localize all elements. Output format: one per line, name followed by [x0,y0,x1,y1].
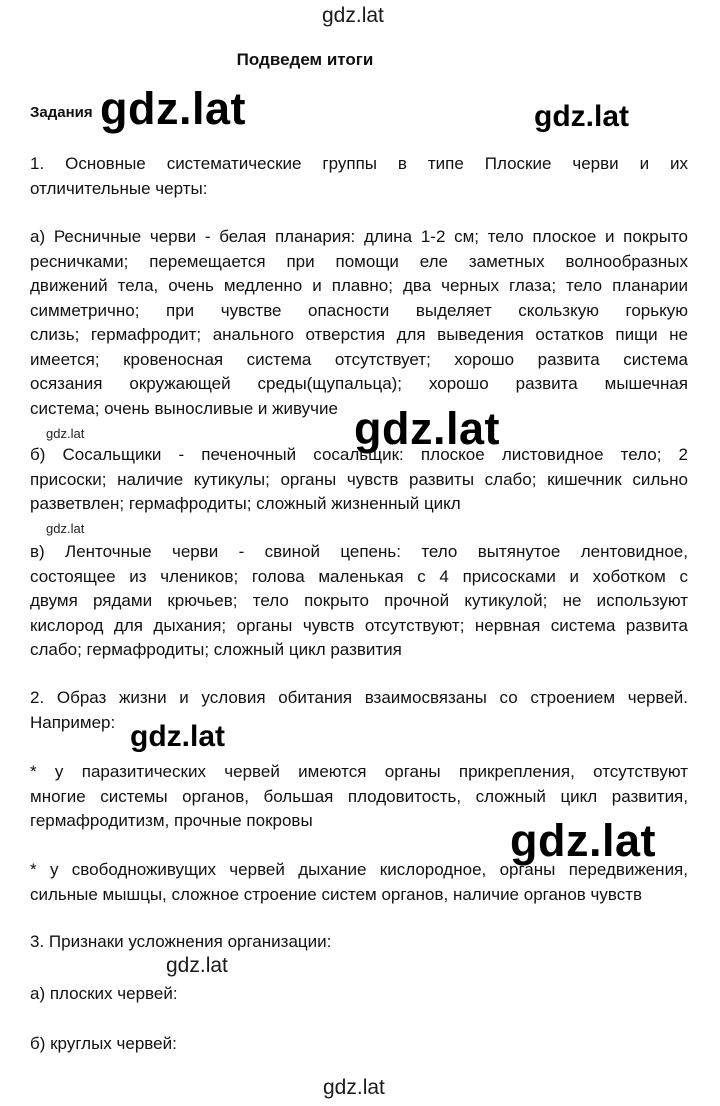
watermark-mid: gdz.lat [130,720,225,753]
q3-intro: 3. Признаки усложнения организации: [30,932,332,951]
q2-parasitic: * у паразитических червей имеются органы прикрепления, отсутствуют многие системы органов, большая плодовитость, сложный цикл развития, гермафродитизм, прочные покровы [30,762,688,830]
q1-intro: 1. Основные систематические группы в типе Плоские черви и их отличительные черты: [30,154,688,198]
watermark-bottom: gdz.lat [323,1076,385,1099]
watermark-top: gdz.lat [322,4,384,27]
watermark-big-1: gdz.lat [100,83,246,134]
watermark-tiny-2: gdz.lat [46,521,85,536]
q1-item-c: в) Ленточные черви - свиной цепень: тело вытянутое лентовидное, состоящее из члеников; голова маленькая с 4 присосками и хоботком с двумя рядами крючьев; тело покрыто прочной кутикулой; не используют кислород для дыхания; органы чувств отсутствуют; нервная система развита слабо; гермафродиты; сложный цикл развития [30,542,688,659]
q1-item-b: б) Сосальщики - печеночный сосальщик: плоское листовидное тело; 2 присоски; наличие кутикулы; органы чувств развиты слабо; кишечник сильно разветвлен; гермафродиты; сложный жизненный цикл [30,445,688,513]
watermark-big-2: gdz.lat [354,403,500,454]
q2-intro: 2. Образ жизни и условия обитания взаимосвязаны со строением червей. Например: [30,688,688,732]
watermark-right-1: gdz.lat [534,100,629,133]
tasks-label: Задания [30,104,93,121]
page-title: Подведем итоги [236,50,374,69]
q2-free-living: * у свободноживущих червей дыхание кислородное, органы передвижения, сильные мышцы, сложное строение систем органов, наличие органов чувств [30,860,688,904]
q3-item-a: а) плоских червей: [30,984,178,1003]
q1-item-a: а) Ресничные черви - белая планария: длина 1-2 см; тело плоское и покрыто ресничками; перемещается при помощи еле заметных волнообразных движений тела, очень медленно и плавно; два черных глаза; тело планарии симметрично; при чувстве опасности выделяет скользкую горькую слизь; гермафродит; анального отверстия для выведения остатков пищи не имеется; кровеносная система отсутствует; хорошо развита система осязания окружающей среды(щупальца); хорошо развита мышечная система; очень выносливые и живучие [30,227,688,418]
watermark-mid-2: gdz.lat [166,954,228,977]
watermark-big-3: gdz.lat [510,815,656,866]
q3-item-b: б) круглых червей: [30,1034,177,1053]
watermark-tiny-1: gdz.lat [46,426,85,441]
